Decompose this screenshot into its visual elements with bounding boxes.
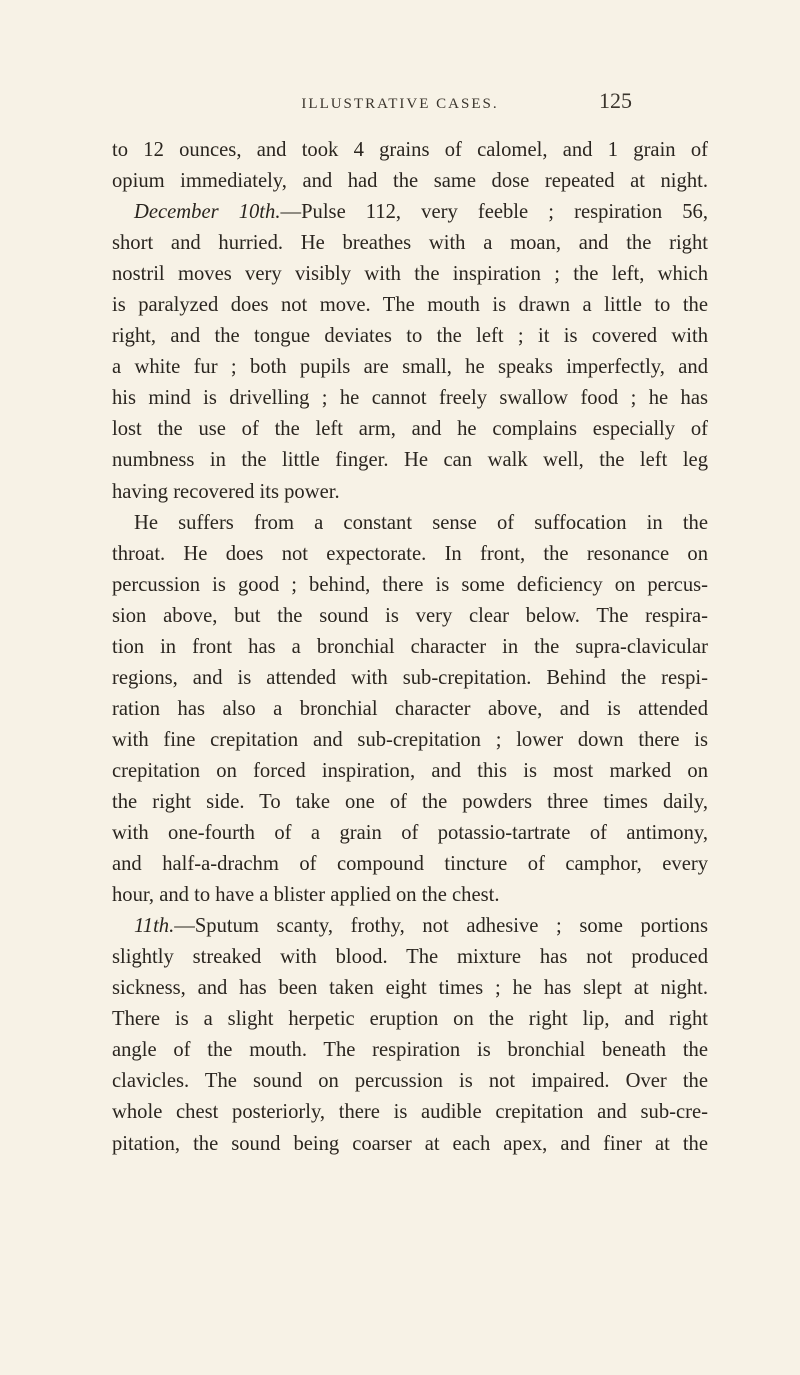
page-number: 125: [599, 88, 632, 113]
text-line: with fine crepitation and sub-crepitation ; lower down there is: [112, 728, 708, 751]
text-line: his mind is drivelling ; he cannot freely swallow food ; he has: [112, 387, 708, 410]
text-line: lost the use of the left arm, and he complains especially of: [112, 418, 708, 441]
text-line: nostril moves very visibly with the inspiration ; the left, which: [112, 263, 708, 286]
text-line: clavicles. The sound on percussion is not impaired. Over the: [112, 1070, 708, 1093]
text-line: a white fur ; both pupils are small, he speaks imperfectly, and: [112, 356, 708, 379]
text-line: There is a slight herpetic eruption on the right lip, and right: [112, 1008, 708, 1031]
text-line: pitation, the sound being coarser at each apex, and finer at the: [112, 1132, 708, 1155]
text-line: tion in front has a bronchial character in the supra-clavicular: [112, 635, 708, 658]
text-line: short and hurried. He breathes with a moan, and the right: [112, 232, 708, 255]
text-line: sickness, and has been taken eight times ; he has slept at night.: [112, 977, 708, 1000]
text-line: having recovered its power.: [112, 480, 340, 503]
text-line: ration has also a bronchial character above, and is attended: [112, 697, 708, 720]
text-line: slightly streaked with blood. The mixture has not produced: [112, 946, 708, 969]
body-text: [112, 135, 708, 1160]
entry-date: 11th.: [134, 915, 175, 938]
text-line: and half-a-drachm of compound tincture of camphor, every: [112, 853, 708, 876]
text-line: hour, and to have a blister applied on the chest.: [112, 884, 500, 907]
text-line: angle of the mouth. The respiration is bronchial beneath the: [112, 1039, 708, 1062]
text-line: crepitation on forced inspiration, and this is most marked on: [112, 759, 708, 782]
text-line: He suffers from a constant sense of suffocation in the: [134, 511, 708, 534]
text-line: sion above, but the sound is very clear below. The respira-: [112, 604, 708, 627]
text-line: regions, and is attended with sub-crepitation. Behind the respi-: [112, 666, 708, 689]
text-line: the right side. To take one of the powders three times daily,: [112, 790, 708, 813]
text-line: with one-fourth of a grain of potassio-tartrate of antimony,: [112, 822, 708, 845]
text-line: percussion is good ; behind, there is some deficiency on percus-: [112, 573, 708, 596]
text-line: numbness in the little finger. He can walk well, the left leg: [112, 449, 708, 472]
text-line: is paralyzed does not move. The mouth is drawn a little to the: [112, 294, 708, 317]
text-line: 11th.—Sputum scanty, frothy, not adhesive ; some portions: [134, 915, 708, 938]
text-line: right, and the tongue deviates to the left ; it is covered with: [112, 325, 708, 348]
running-title: ILLUSTRATIVE CASES.: [301, 96, 499, 112]
text-line: whole chest posteriorly, there is audible crepitation and sub-cre-: [112, 1101, 708, 1124]
text-line: opium immediately, and had the same dose repeated at night.: [112, 170, 708, 193]
entry-date: December 10th.: [134, 201, 281, 224]
text-line: to 12 ounces, and took 4 grains of calomel, and 1 grain of: [112, 139, 708, 161]
text-line: December 10th.—Pulse 112, very feeble ; respiration 56,: [134, 201, 708, 224]
text-line: throat. He does not expectorate. In front, the resonance on: [112, 542, 708, 565]
